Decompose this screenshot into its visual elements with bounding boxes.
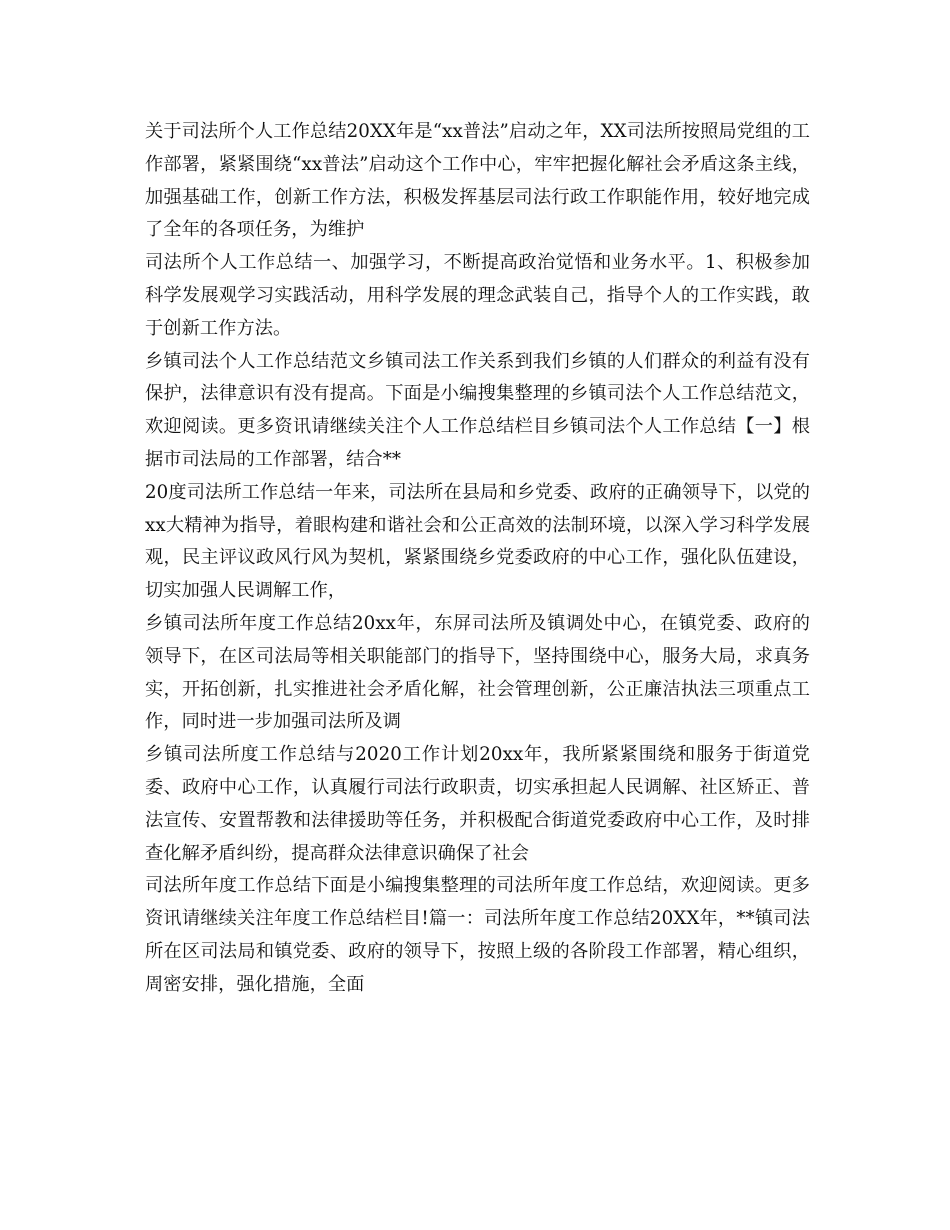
paragraph-township-sample: 乡镇司法个人工作总结范文乡镇司法工作关系到我们乡镇的人们群众的利益有没有保护，法律意识有没有提高。下面是小编搜集整理的乡镇司法个人工作总结范文，欢迎阅读。更多资讯请继续关注个人工作总结栏目乡镇司法个人工作总结【一】根据市司法局的工作部署，结合** — [145, 350, 810, 470]
document-body — [145, 116, 810, 1002]
paragraph-yearly-review: 司法所年度工作总结下面是小编搜集整理的司法所年度工作总结，欢迎阅读。更多资讯请继续关注年度工作总结栏目!篇一：司法所年度工作总结20XX年，**镇司法所在区司法局和镇党委、政府的领导下，按照上级的各阶段工作部署，精心组织，周密安排，强化措施，全面 — [145, 875, 810, 995]
paragraph-work-plan: 乡镇司法所度工作总结与2020工作计划20xx年，我所紧紧围绕和服务于街道党委、政府中心工作，认真履行司法行政职责，切实承担起人民调解、社区矫正、普法宣传、安置帮教和法律援助等任务，并积极配合街道党委政府中心工作，及时排查化解矛盾纠纷，提高群众法律意识确保了社会 — [145, 744, 810, 864]
paragraph-intro: 关于司法所个人工作总结20XX年是“xx普法”启动之年，XX司法所按照局党组的工作部署，紧紧围绕“xx普法”启动这个工作中心，牢牢把握化解社会矛盾这条主线，加强基础工作，创新工作方法，积极发挥基层司法行政工作职能作用，较好地完成了全年的各项任务，为维护 — [145, 121, 810, 241]
paragraph-annual-summary: 20度司法所工作总结一年来，司法所在县局和乡党委、政府的正确领导下，以党的xx大精神为指导，着眼构建和谐社会和公正高效的法制环境，以深入学习科学发展观，民主评议政风行风为契机，紧紧围绕乡党委政府的中心工作，强化队伍建设，切实加强人民调解工作， — [145, 481, 810, 602]
paragraph-dongping: 乡镇司法所年度工作总结20xx年，东屏司法所及镇调处中心，在镇党委、政府的领导下，在区司法局等相关职能部门的指导下，坚持围绕中心，服务大局，求真务实，开拓创新，扎实推进社会矛盾化解，社会管理创新，公正廉洁执法三项重点工作，同时进一步加强司法所及调 — [145, 612, 810, 733]
paragraph-study: 司法所个人工作总结一、加强学习，不断提高政治觉悟和业务水平。1、积极参加科学发展观学习实践活动，用科学发展的理念武装自己，指导个人的工作实践，敢于创新工作方法。 — [145, 252, 810, 339]
